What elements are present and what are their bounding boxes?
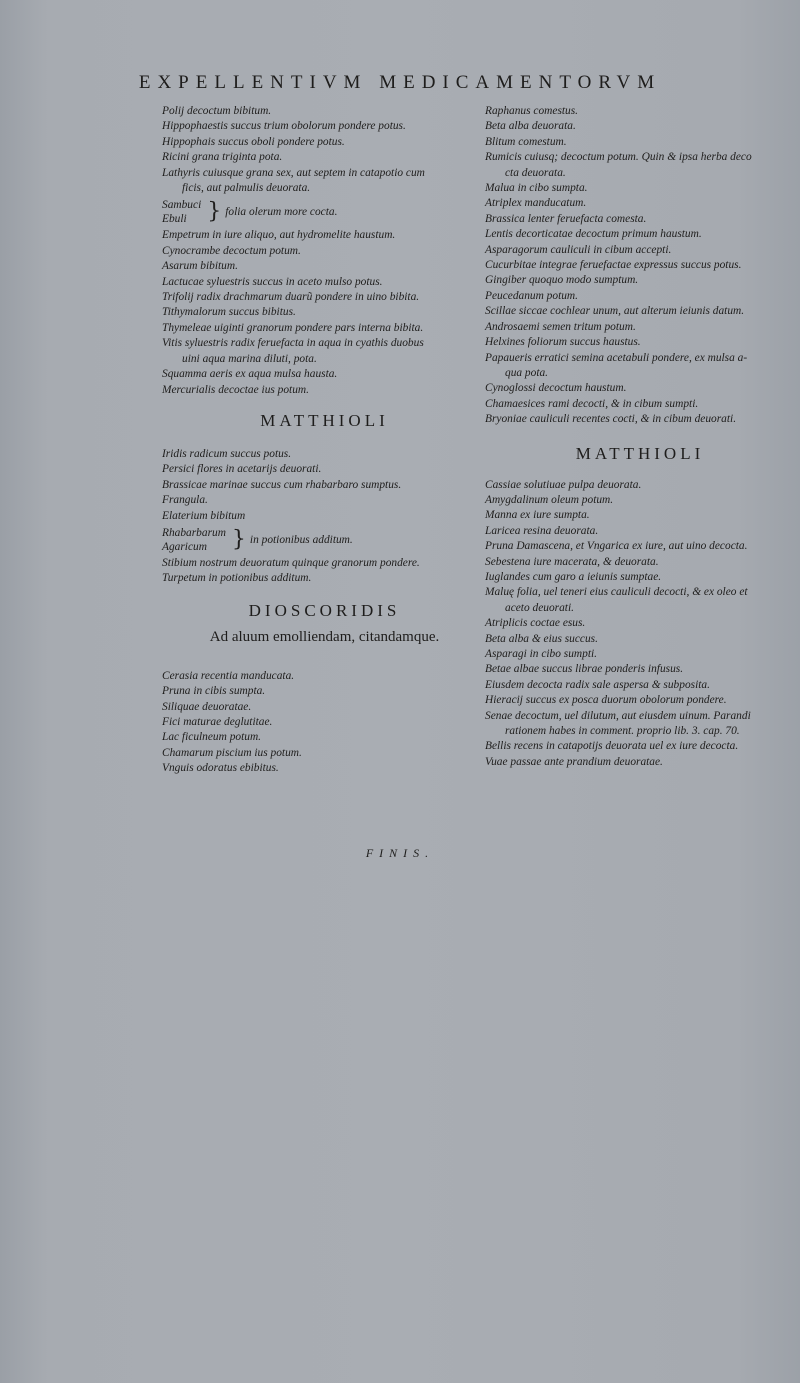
list-item: Blitum comestum.: [485, 135, 567, 148]
brace-text: in potionibus additum.: [249, 533, 353, 546]
list-item: Eiusdem decocta radix sale aspersa & subposita.: [485, 678, 710, 691]
list-item: Amygdalinum oleum potum.: [485, 493, 614, 506]
list-item: Cucurbitae integrae feruefactae expressus succus potus.: [485, 259, 742, 272]
list-item-continuation: ficis, aut palmulis deuorata.: [182, 182, 311, 195]
list-item: Vuae passae ante prandium deuoratae.: [485, 755, 663, 768]
list-item: Peucedanum potum.: [485, 289, 578, 302]
finis-colophon: FINIS.: [365, 846, 435, 860]
list-item: Manna ex iure sumpta.: [485, 509, 590, 522]
list-item: Betae albae succus librae ponderis infusus.: [485, 663, 684, 676]
list-item: Papaueris erratici semina acetabuli pondere, ex mulsa a-: [485, 351, 748, 364]
list-item: Asparagi in cibo sumpti.: [485, 648, 598, 660]
list-item: Turpetum in potionibus additum.: [162, 572, 312, 585]
list-item-continuation: cta deuorata.: [505, 166, 566, 179]
list-item: Chamaesices rami decocti, & in cibum sumpti.: [485, 397, 699, 410]
list-item: Trifolij radix drachmarum duarũ pondere in uino bibita.: [162, 291, 420, 304]
list-item: Senae decoctum, uel dilutum, aut eiusdem uinum. Parandi: [485, 709, 751, 722]
list-item: Gingiber quoquo modo sumptum.: [485, 274, 639, 287]
list-item: Androsaemi semen tritum potum.: [485, 320, 636, 333]
list-item: Ricini grana triginta pota.: [162, 151, 283, 164]
list-item: Hippophais succus oboli pondere potus.: [162, 135, 345, 148]
list-item: Beta alba & eius succus.: [485, 632, 598, 645]
list-item: Lentis decorticatae decoctum primum haustum.: [485, 228, 702, 241]
brace-symbol: }: [207, 199, 222, 225]
left-block-4: [162, 556, 487, 587]
list-item: Brassica lenter feruefacta comesta.: [485, 212, 647, 225]
list-item: Stibium nostrum deuoratum quinque granorum pondere.: [162, 556, 420, 569]
list-item: Scillae siccae cochlear unum, aut alterum ieiunis datum.: [485, 305, 745, 318]
list-item: Atriplicis coctae esus.: [485, 617, 586, 630]
right-block-2: [485, 478, 795, 771]
list-item: Empetrum in iure aliquo, aut hydromelite haustum.: [162, 229, 396, 242]
list-item: Polij decoctum bibitum.: [162, 105, 272, 117]
brace-group-sambuci: [162, 196, 487, 228]
left-block-2: [162, 228, 487, 397]
list-item: Bellis recens in catapotijs deuorata uel ex iure decocta.: [485, 740, 739, 753]
section-heading-matthioli-right: MATTHIOLI: [575, 443, 705, 463]
list-item: Asarum bibitum.: [162, 260, 238, 273]
list-item: Cerasia recentia manducata.: [162, 669, 295, 682]
list-item: Elaterium bibitum: [162, 509, 246, 522]
list-item: Iridis radicum succus potus.: [162, 447, 292, 460]
list-item: Cynoglossi decoctum haustum.: [485, 382, 627, 395]
list-item: Frangula.: [162, 494, 208, 507]
list-item: Lathyris cuiusque grana sex, aut septem in catapotio cum: [162, 166, 425, 179]
list-item: Sebestena iure macerata, & deuorata.: [485, 555, 659, 568]
list-item: Laricea resina deuorata.: [485, 524, 599, 537]
list-item: Cassiae solutiuae pulpa deuorata.: [485, 478, 642, 491]
list-item: Iuglandes cum garo a ieiunis sumptae.: [485, 570, 662, 583]
list-item: Malua in cibo sumpta.: [485, 182, 588, 195]
left-column: [162, 104, 487, 777]
left-block-5: [162, 669, 487, 777]
list-item: Thymeleae uiginti granorum pondere pars interna bibita.: [162, 321, 424, 334]
list-item: Lactucae syluestris succus in aceto mulso potus.: [162, 275, 383, 288]
list-item: Siliquae deuoratae.: [162, 700, 252, 713]
list-item: Bryoniae cauliculi recentes cocti, & in cibum deuorati.: [485, 413, 737, 426]
right-column: [485, 104, 795, 770]
list-item: Atriplex manducatum.: [485, 197, 587, 210]
list-item: Raphanus comestus.: [485, 105, 579, 117]
brace-name: Rhabarbarum: [162, 526, 226, 539]
list-item: Chamarum piscium ius potum.: [162, 746, 302, 759]
list-item-continuation: qua pota.: [505, 366, 549, 379]
list-item: Asparagorum cauliculi in cibum accepti.: [485, 243, 672, 256]
list-item: Cynocrambe decoctum potum.: [162, 244, 301, 257]
section-subtitle: Ad aluum emolliendam, citandamque.: [209, 628, 440, 645]
list-item: Helxines foliorum succus haustus.: [485, 336, 641, 349]
left-block-3: [162, 447, 487, 524]
list-item: Hieracij succus ex posca duorum obolorum pondere.: [485, 694, 727, 707]
list-item: Hippophaestis succus trium obolorum pondere potus.: [162, 120, 406, 133]
list-item: Vnguis odoratus ebibitus.: [162, 762, 279, 775]
list-item: Pruna Damascena, et Vngarica ex iure, aut uino decocta.: [485, 540, 748, 553]
list-item-continuation: aceto deuorati.: [505, 601, 574, 614]
brace-group-rhabarbarum: [162, 524, 487, 556]
list-item: Rumicis cuiusq; decoctum potum. Quin & ipsa herba deco: [485, 151, 752, 164]
brace-name: Agaricum: [162, 540, 207, 553]
list-item: Squamma aeris ex aqua mulsa hausta.: [162, 368, 338, 381]
list-item: Maluę folia, uel teneri eius cauliculi decocti, & ex oleo et: [485, 586, 748, 599]
list-item: Pruna in cibis sumpta.: [162, 685, 266, 698]
brace-name: Sambuci: [162, 199, 202, 212]
list-item: Fici maturae deglutitae.: [162, 715, 273, 728]
brace-text: folia olerum more cocta.: [225, 206, 338, 219]
left-block-1: [162, 104, 487, 196]
list-item: Beta alba deuorata.: [485, 120, 576, 133]
list-item: Mercurialis decoctae ius potum.: [162, 383, 309, 396]
list-item: Vitis syluestris radix feruefacta in aqua in cyathis duobus: [162, 337, 424, 350]
running-header: EXPELLENTIVM MEDICAMENTORVM: [138, 72, 662, 93]
list-item-continuation: rationem habes in comment. proprio lib. 3. cap. 70.: [505, 725, 740, 738]
list-item: Tithymalorum succus bibitus.: [162, 306, 296, 319]
list-item: Persici flores in acetarijs deuorati.: [162, 463, 322, 476]
list-item-continuation: uini aqua marina diluti, pota.: [182, 352, 317, 365]
right-block-1: [485, 104, 795, 428]
section-heading-dioscoridis: DIOSCORIDIS: [248, 600, 401, 620]
section-heading-matthioli-left: MATTHIOLI: [260, 410, 389, 430]
brace-symbol: }: [231, 526, 246, 552]
brace-name: Ebuli: [162, 213, 187, 226]
list-item: Brassicae marinae succus cum rhabarbaro sumptus.: [162, 478, 402, 491]
list-item: Lac ficulneum potum.: [162, 731, 262, 744]
